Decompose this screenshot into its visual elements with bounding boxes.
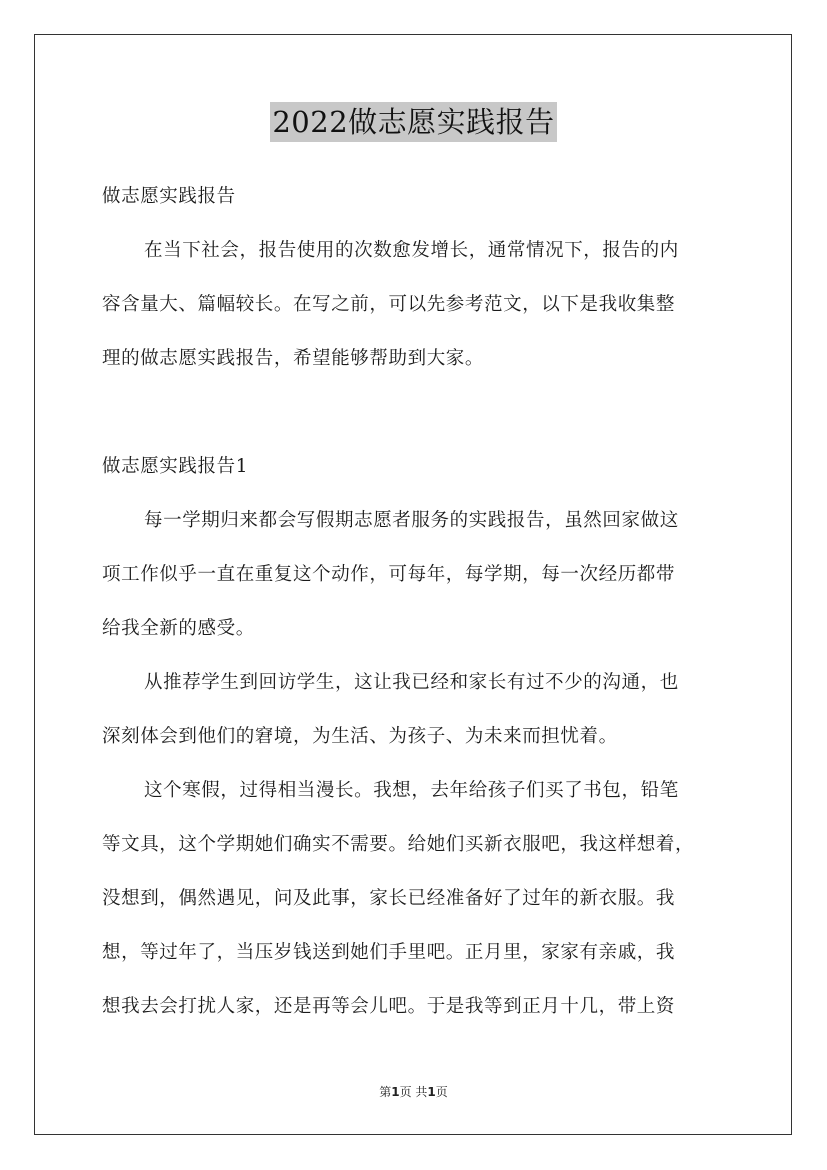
page-footer: [0, 1083, 827, 1101]
paragraph-line: 深刻体会到他们的窘境，为生活、为孩子、为未来而担忧着。: [102, 726, 618, 747]
page-number-current: 1: [391, 1085, 400, 1099]
paragraph-line: 没想到，偶然遇见，问及此事，家长已经准备好了过年的新衣服。我: [102, 888, 676, 909]
page-number-suffix: 页: [435, 1085, 448, 1099]
intro-line: 在当下社会，报告使用的次数愈发增长，通常情况下，报告的内: [144, 240, 679, 261]
page-number-mid: 页 共: [399, 1085, 428, 1099]
document-title: 2022做志愿实践报告: [270, 102, 556, 142]
section-heading: 做志愿实践报告1: [102, 456, 249, 477]
paragraph-line: 想，等过年了，当压岁钱送到她们手里吧。正月里，家家有亲戚，我: [102, 942, 676, 963]
intro-line: 理的做志愿实践报告，希望能够帮助到大家。: [102, 348, 485, 369]
paragraph-line: 项工作似乎一直在重复这个动作，可每年，每学期，每一次经历都带: [102, 564, 676, 585]
paragraph-line: 想我去会打扰人家，还是再等会儿吧。于是我等到正月十几，带上资: [102, 996, 676, 1017]
intro-line: 容含量大、篇幅较长。在写之前，可以先参考范文，以下是我收集整: [102, 294, 676, 315]
document-subtitle: 做志愿实践报告: [102, 186, 236, 207]
title-container: [0, 102, 827, 142]
paragraph-line: 这个寒假，过得相当漫长。我想，去年给孩子们买了书包，铅笔: [144, 780, 679, 801]
blank-line: [102, 386, 730, 440]
paragraph-line: 从推荐学生到回访学生，这让我已经和家长有过不少的沟通，也: [144, 672, 679, 693]
page-number-prefix: 第: [379, 1085, 392, 1099]
paragraph-line: 每一学期归来都会写假期志愿者服务的实践报告，虽然回家做这: [144, 510, 679, 531]
page-number-total: 1: [427, 1085, 436, 1099]
document-body: [102, 170, 730, 1034]
paragraph-line: 等文具，这个学期她们确实不需要。给她们买新衣服吧，我这样想着，: [102, 834, 695, 855]
paragraph-line: 给我全新的感受。: [102, 618, 255, 639]
